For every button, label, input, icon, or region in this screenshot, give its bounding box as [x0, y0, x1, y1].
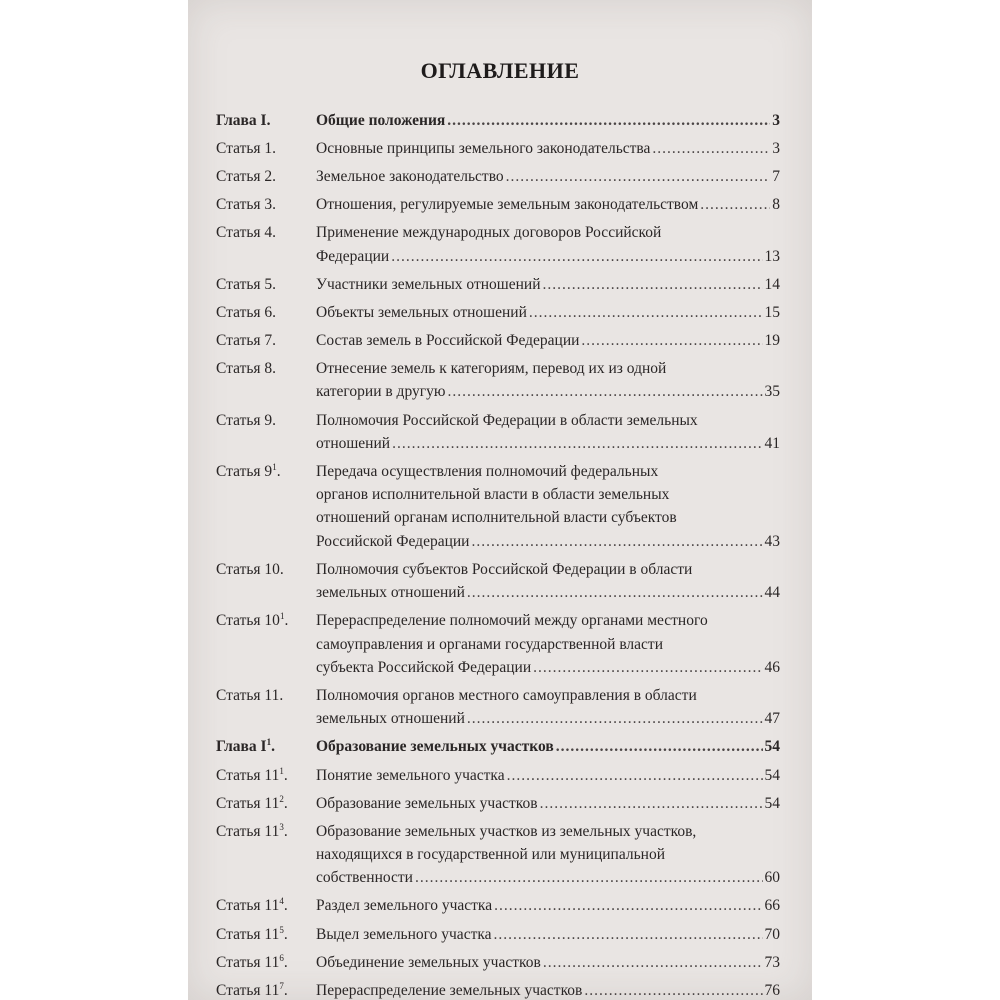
leader-dots	[506, 168, 771, 186]
toc-entry-title: самоуправления и органами государственной власти	[316, 635, 663, 653]
toc-page-number: 3	[772, 112, 780, 129]
toc-entry-title: Полномочия органов местного самоуправления в области	[316, 687, 697, 704]
toc-page-number: 41	[764, 434, 780, 452]
leader-dots	[556, 738, 763, 756]
toc-entry-title: Федерации	[316, 247, 390, 265]
toc-entry-number: Глава I.	[216, 112, 271, 129]
leader-dots	[467, 584, 763, 602]
toc-entry-title: находящихся в государственной или муниципальной	[316, 845, 665, 863]
toc-page-number: 3	[772, 140, 780, 158]
toc-page-number: 47	[764, 710, 780, 728]
toc-entry-number-sup: 2	[279, 793, 284, 804]
toc-entry-title: категории в другую	[316, 383, 446, 401]
toc-page-number: 54	[764, 738, 780, 756]
toc-entry-number-sup: 4	[279, 896, 284, 907]
toc-entry-number: Статья $11^4$.	[216, 896, 288, 915]
toc-entry-title: Земельное законодательство	[316, 168, 504, 186]
leader-dots	[584, 982, 762, 1000]
bleed-through-text	[218, 14, 798, 30]
toc-entry-number: Глава $I^1$.	[216, 737, 275, 756]
leader-dots	[391, 248, 762, 266]
toc-entry-number-sup: 1	[272, 461, 277, 472]
toc-entry-number: Статья 3.	[216, 196, 277, 214]
toc-entry-title: Раздел земельного участка	[316, 897, 493, 915]
toc-entry-number: Статья $11^5$.	[216, 924, 288, 943]
toc-entry-title: Основные принципы земельного законодательства	[316, 140, 651, 158]
leader-dots	[447, 112, 770, 130]
leader-dots	[700, 196, 770, 214]
book-page	[188, 0, 812, 1000]
toc-page-number: 66	[764, 897, 780, 915]
toc-title: ОГЛАВЛЕНИЕ	[420, 58, 580, 83]
toc-entry-number: Статья $11^1$.	[216, 765, 288, 784]
toc-entry-title: отношений органам исполнительной власти субъектов	[316, 509, 677, 527]
toc-entry-title: Полномочия субъектов Российской Федерации в области	[316, 560, 693, 578]
toc-entry-number: Статья $11^7$.	[216, 980, 288, 999]
toc-page-number: 43	[764, 532, 780, 550]
toc-page-number: 44	[764, 584, 780, 602]
leader-dots	[543, 954, 763, 972]
toc-entry-title: органов исполнительной власти в области земельных	[316, 486, 670, 504]
toc-entry-number: Статья 6.	[216, 303, 277, 321]
toc-entry-title: отношений	[316, 434, 391, 452]
toc-entry-title: Понятие земельного участка	[316, 766, 505, 784]
toc-entry-number: Статья $11^3$.	[216, 821, 288, 840]
toc-page-number: 14	[764, 275, 780, 293]
toc-entry-number: Статья 7.	[216, 332, 277, 349]
toc-entry-title: Образование земельных участков из земельных участков,	[316, 822, 697, 840]
toc-entry-number-sup: 5	[279, 924, 284, 935]
toc-entry-title: земельных отношений	[316, 584, 465, 602]
leader-dots	[494, 926, 763, 944]
toc-entry-title: Объекты земельных отношений	[316, 303, 527, 321]
toc-entry-number: Статья 11.	[216, 687, 284, 704]
toc-page-number: 46	[764, 658, 780, 676]
leader-dots	[529, 304, 763, 322]
toc-entry-number: Статья $11^6$.	[216, 952, 288, 971]
toc-page-number: 60	[764, 869, 780, 887]
toc-entry-title: Участники земельных отношений	[316, 275, 541, 293]
toc-page-number: 15	[764, 303, 780, 321]
toc-entry-number: Статья 8.	[216, 360, 277, 378]
leader-dots	[507, 767, 763, 785]
toc-entry-number: Статья 4.	[216, 224, 277, 242]
toc-entry-number-sup: 3	[279, 821, 284, 832]
toc-entry-title: Полномочия Российской Федерации в области земельных	[316, 411, 698, 429]
leader-dots	[467, 710, 763, 728]
toc-entry-number: Статья $11^2$.	[216, 793, 288, 812]
toc-entry-number: Статья 2.	[216, 168, 277, 186]
leader-dots	[471, 533, 762, 551]
toc-page-number: 19	[764, 332, 780, 349]
toc-entry-number: Статья 1.	[216, 140, 277, 158]
leader-dots	[415, 869, 763, 887]
toc-page-number: 7	[772, 168, 780, 186]
toc-entry-title: Российской Федерации	[316, 532, 470, 550]
toc-page-number: 70	[764, 925, 780, 943]
toc-page-number: 8	[772, 196, 780, 214]
toc-entry-title: Отнесение земель к категориям, перевод их из одной	[316, 360, 667, 378]
toc-page-number: 54	[764, 766, 780, 784]
toc-page-number: 73	[764, 953, 780, 971]
toc-entry-number-sup: 1	[279, 765, 284, 776]
toc-entry-title: Применение международных договоров Российской	[316, 224, 662, 242]
toc-entry-title: Состав земель в Российской Федерации	[316, 332, 580, 349]
toc-entry-title: Общие положения	[316, 112, 446, 129]
toc-entry-number-sup: 1	[279, 611, 285, 622]
toc-page-number: 35	[764, 383, 780, 401]
toc-entry-number: Статья 9.	[216, 411, 277, 429]
leader-dots	[494, 897, 762, 915]
toc-page-number: 76	[764, 981, 780, 999]
toc-entry-title: Перераспределение полномочий между органами местного	[316, 612, 708, 630]
toc-entry-number: Статья $9^1$.	[216, 461, 281, 480]
toc-entry-number: Статья 10.	[216, 560, 284, 578]
toc-entry-title: Отношения, регулируемые земельным законодательством	[316, 196, 699, 214]
toc-entry-number-sup: 6	[279, 952, 284, 963]
toc-entry-number-sup: 7	[279, 980, 284, 991]
toc-page-number: 54	[764, 794, 780, 812]
toc-entry-title: Передача осуществления полномочий федеральных	[316, 462, 659, 480]
leader-dots	[652, 140, 770, 158]
leader-dots	[543, 276, 763, 294]
toc-entry-title: Объединение земельных участков	[316, 953, 541, 971]
leader-dots	[540, 795, 763, 813]
toc-entry-number: Статья 5.	[216, 275, 277, 293]
toc-entry-title: Образование земельных участков	[316, 794, 538, 812]
toc-entry-title: собственности	[316, 869, 413, 887]
leader-dots	[533, 659, 762, 677]
leader-dots	[392, 435, 762, 453]
toc-entry-title: земельных отношений	[316, 710, 465, 728]
toc-entry-title: Перераспределение земельных участков	[316, 981, 583, 999]
toc-entry-number: Статья $10^1$.	[216, 611, 289, 630]
leader-dots	[581, 332, 762, 350]
toc-entry-number-sup: 1	[266, 737, 272, 748]
toc-page-number: 13	[764, 247, 780, 265]
toc-entry-title: Выдел земельного участка	[316, 925, 492, 943]
leader-dots	[447, 383, 762, 401]
toc-entry-title: субъекта Российской Федерации	[316, 658, 532, 676]
toc-entry-title: Образование земельных участков	[316, 738, 554, 756]
